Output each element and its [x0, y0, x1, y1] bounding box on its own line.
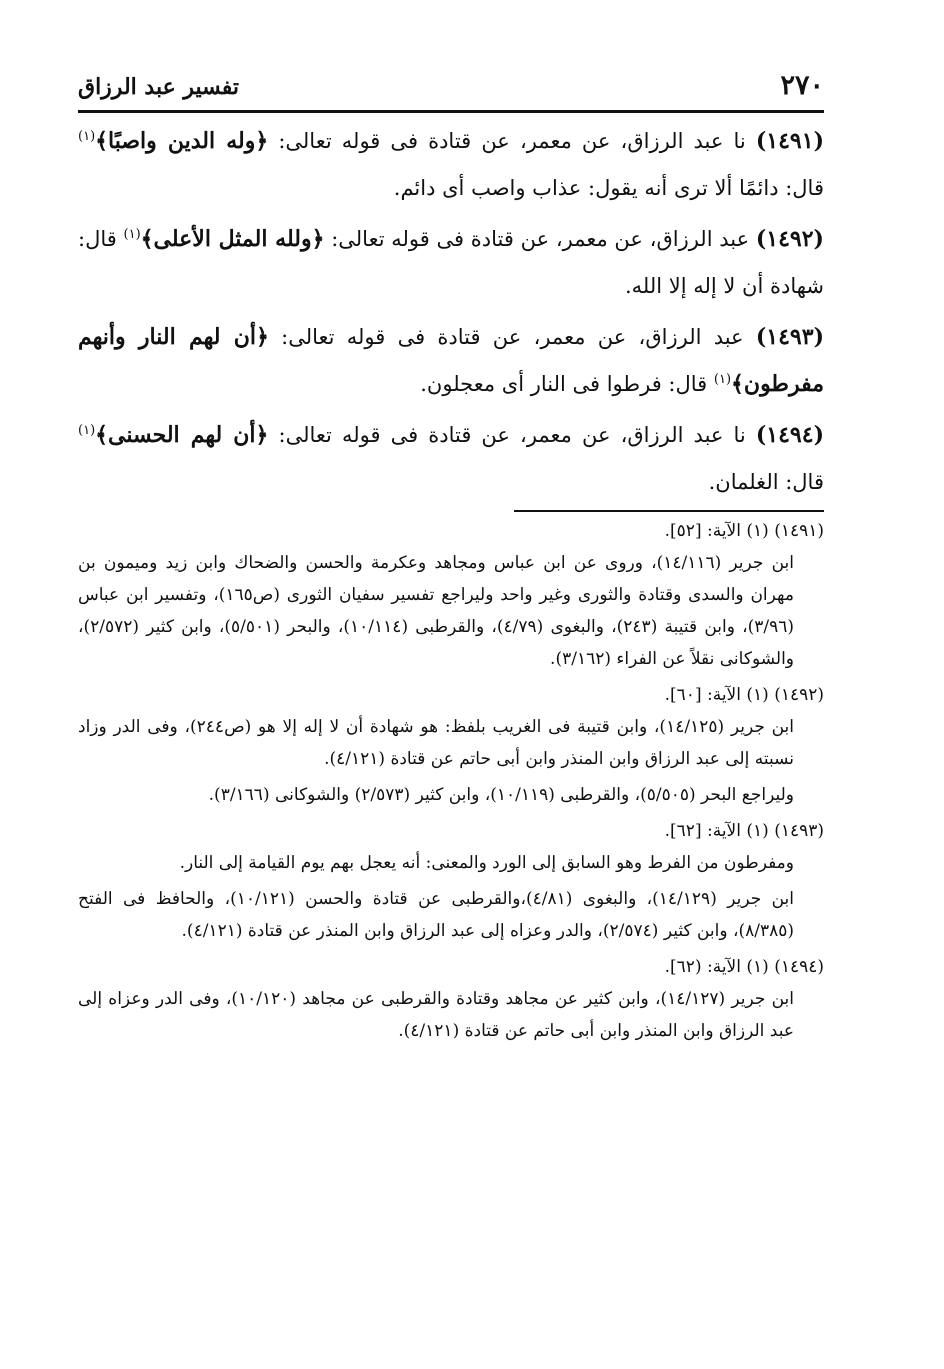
quran-quote: ﴿وله الدين واصبًا﴾ — [95, 128, 269, 154]
footnote-text: ابن جرير (١٤/١١٦)، وروى عن ابن عباس ومجاهد وعكرمة والحسن والضحاك وابن زيد وميمون بن مهران والسدى وقتادة والثورى وغير واحد وليراجع تفسير سفيان الثورى (ص١٦٥)، وتفسير ابن عباس (٣/٩٦)، وابن قتيبة (٢٤٣)، والبغوى (٤/٧٩)، والقرطبى (١٠/١١٤)، والبحر (٥/٥٠١)، وابن كثير (٢/٥٧٢)، والشوكانى نقلاً عن الفراء (٣/١٦٢). — [78, 553, 795, 669]
footnote-heading: (١٤٩٤) (١) الآية: (٦٢]. — [664, 957, 824, 977]
entry-number: (١٤٩٣) — [755, 324, 824, 350]
entry-isnad: عبد الرزاق، عن معمر، عن قتادة فى قوله تعالى: — [281, 325, 744, 349]
running-title: تفسير عبد الرزاق — [78, 74, 240, 100]
entry-number: (١٤٩٤) — [755, 422, 824, 448]
quran-quote: ﴿ولله المثل الأعلى﴾ — [140, 226, 325, 252]
entry-1492 — [78, 216, 824, 310]
entry-isnad: عبد الرزاق، عن معمر، عن قتادة فى قوله تعالى: — [331, 227, 750, 251]
entry-1491 — [78, 118, 824, 212]
entry-comment: قال: دائمًا ألا ترى أنه يقول: عذاب واصب أى دائم. — [393, 176, 824, 200]
footnote-text: ابن جرير (١٤/١٢٧)، وابن كثير عن مجاهد وقتادة والقرطبى عن مجاهد (١٠/١٢٠)، وفى الدر وعزاه إلى عبد الرزاق وابن المنذر وابن أبى حاتم عن قتادة (٤/١٢١). — [78, 989, 794, 1041]
entry-isnad: نا عبد الرزاق، عن معمر، عن قتادة فى قوله تعالى: — [278, 129, 746, 153]
entry-1493 — [78, 314, 824, 408]
header-rule — [78, 110, 824, 113]
footnotes — [78, 515, 824, 1051]
page-header — [78, 70, 824, 106]
footnote-text: وليراجع البحر (٥/٥٠٥)، والقرطبى (١٠/١١٩)، وابن كثير (٢/٥٧٣) والشوكانى (٣/١٦٦). — [208, 785, 794, 805]
footnote-marker: (١) — [78, 129, 96, 144]
entry-number: (١٤٩١) — [755, 128, 824, 154]
footnote-heading: (١٤٩١) (١) الآية: [٥٢]. — [664, 521, 824, 541]
footnote-separator — [514, 510, 824, 512]
footnote-text: ومفرطون من الفرط وهو السابق إلى الورد والمعنى: أنه يعجل بهم يوم القيامة إلى النار. — [179, 853, 794, 873]
entry-comment: قال: الغلمان. — [708, 470, 824, 494]
footnote-marker: (١) — [123, 227, 141, 242]
main-text — [78, 118, 824, 510]
page-number: ٢٧٠ — [780, 70, 824, 101]
footnote-heading: (١٤٩٢) (١) الآية: [٦٠]. — [664, 685, 824, 705]
footnote-heading: (١٤٩٣) (١) الآية: [٦٢]. — [664, 821, 824, 841]
quran-quote: ﴿أن لهم النار وأنهم مفرطون﴾ — [78, 324, 824, 397]
entry-comment: قال: شهادة أن لا إله إلا الله. — [78, 227, 824, 298]
footnote-text: ابن جرير (١٤/١٢٩)، والبغوى (٤/٨١)،والقرطبى عن قتادة والحسن (١٠/١٢١)، والحافظ فى الفتح (٨/٣٨٥)، وابن كثير (٢/٥٧٤)، والدر وعزاه إلى عبد الرزاق وابن المنذر عن قتادة (٤/١٢١). — [78, 889, 795, 941]
entry-isnad: نا عبد الرزاق، عن معمر، عن قتادة فى قوله تعالى: — [278, 423, 746, 447]
footnote-text: ابن جرير (١٤/١٢٥)، وابن قتيبة فى الغريب بلفظ: هو شهادة أن لا إله إلا هو (ص٢٤٤)، وفى الدر وزاد نسبته إلى عبد الرزاق وابن المنذر وابن أبى حاتم عن قتادة (٤/١٢١). — [78, 717, 794, 769]
entry-number: (١٤٩٢) — [755, 226, 824, 252]
entry-1494 — [78, 412, 824, 506]
entry-comment: قال: فرطوا فى النار أى معجلون. — [420, 372, 708, 396]
footnote-marker: (١) — [713, 372, 732, 387]
footnote-marker: (١) — [78, 423, 96, 438]
quran-quote: ﴿أن لهم الحسنى﴾ — [95, 422, 269, 448]
